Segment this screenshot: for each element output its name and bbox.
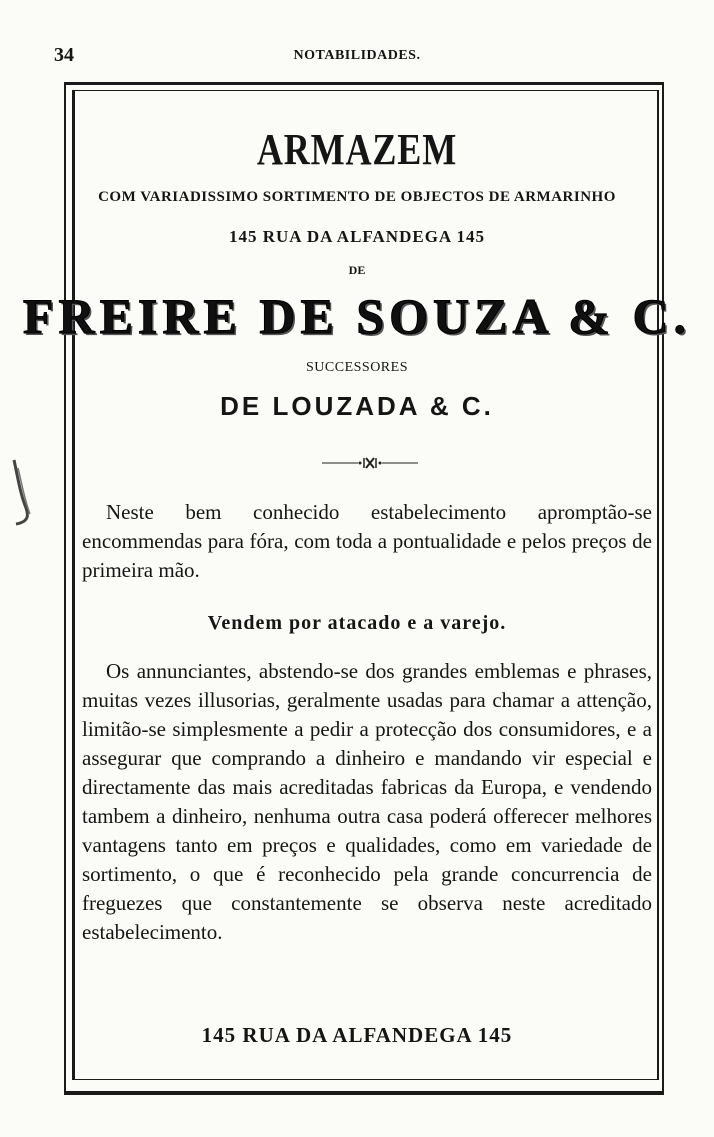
predecessor-name: DE LOUZADA & C. xyxy=(220,391,494,421)
firm-name: FREIRE DE SOUZA & C. xyxy=(22,288,692,344)
address-bottom: 145 RUA DA ALFANDEGA 145 xyxy=(201,1023,513,1047)
ornament-divider-icon xyxy=(322,456,418,470)
page-header xyxy=(0,44,714,74)
wholesale-retail-line: Vendem por atacado e a varejo. xyxy=(207,612,507,634)
paragraph-1: Neste bem conhecido estabelecimento apromptão-se encommendas para fóra, com toda a pontualidade e pelos preços de primeira mão. xyxy=(82,500,652,582)
successores-label: SUCCESSORES xyxy=(306,360,408,375)
running-head: NOTABILIDADES. xyxy=(293,48,421,63)
paragraph-2: Os annunciantes, abstendo-se dos grandes emblemas e phrases, muitas vezes illusorias, geralmente usadas para chamar a attenção, limitão-se simplesmente a pedir a protecção dos consumidores, e a assegurar que comprando a dinheiro e mandando vir especial e directamente das mais acreditadas fabricas da Europa, e vendendo tambem a dinheiro, nenhuma outra casa poderá offerecer melhores vantagens tanto em preços e qualidades, como em variedade de sortimento, o que é reconhecido pela grande concurrencia de freguezes que constantemente se observa neste acreditado estabelecimento. xyxy=(82,659,652,944)
margin-mark-icon xyxy=(6,458,34,528)
address-top: 145 RUA DA ALFANDEGA 145 xyxy=(228,227,486,246)
advert-title: ARMAZEM xyxy=(256,125,458,174)
page-number: 34 xyxy=(54,44,74,66)
advert-subtitle: COM VARIADISSIMO SORTIMENTO DE OBJECTOS DE ARMARINHO xyxy=(98,189,616,205)
de-label: DE xyxy=(348,263,366,277)
